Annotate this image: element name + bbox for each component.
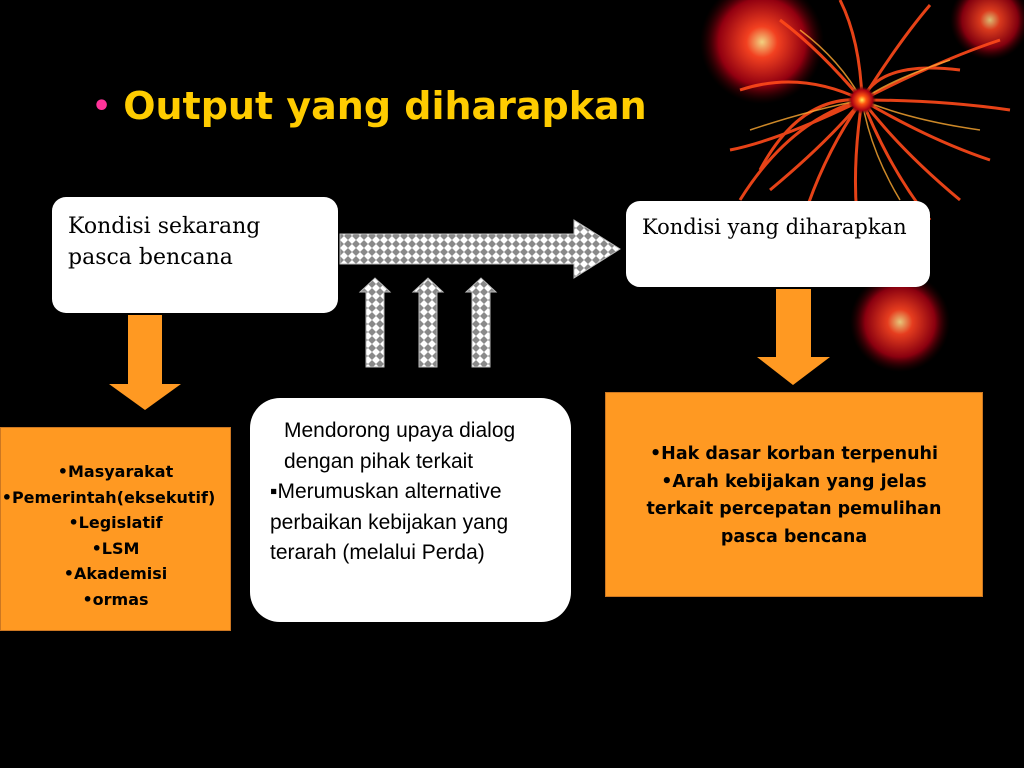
stakeholder-item: •Akademisi (63, 564, 168, 583)
action-paragraph-1: Mendorong upaya dialog dengan pihak terkait (284, 419, 516, 473)
stakeholder-item: •Masyarakat (57, 462, 174, 481)
current-condition-text: Kondisi sekarang pasca bencana (68, 214, 261, 270)
outcome-box (605, 392, 983, 597)
outcome-line: pasca bencana (720, 526, 868, 547)
stakeholder-item: •Legislatif (68, 513, 163, 532)
title-text: Output yang diharapkan (123, 84, 647, 128)
up-arrows (360, 278, 496, 367)
action-paragraph-2: ▪Merumuskan alternative perbaikan kebijakan yang terarah (melalui Perda) (270, 480, 509, 564)
stakeholder-item: •LSM (91, 538, 140, 558)
current-condition-box (52, 197, 338, 313)
outcome-line: •Arah kebijakan yang jelas (661, 471, 927, 492)
down-arrow-right (757, 289, 830, 385)
down-arrow-left (109, 315, 181, 410)
stakeholder-item: •Pemerintah(eksekutif) (1, 487, 216, 507)
expected-condition-box (626, 201, 930, 287)
action-box (250, 398, 571, 622)
title-bullet: • (92, 89, 112, 124)
slide-title (92, 84, 647, 128)
expected-condition-text: Kondisi yang diharapkan (642, 215, 907, 239)
process-arrow (340, 220, 620, 278)
outcome-line: •Hak dasar korban terpenuhi (650, 444, 938, 464)
stakeholder-box (0, 427, 231, 631)
fireworks-decoration (700, 0, 1024, 372)
stakeholder-item: •ormas (82, 589, 149, 609)
outcome-line: terkait percepatan pemulihan (646, 499, 942, 519)
